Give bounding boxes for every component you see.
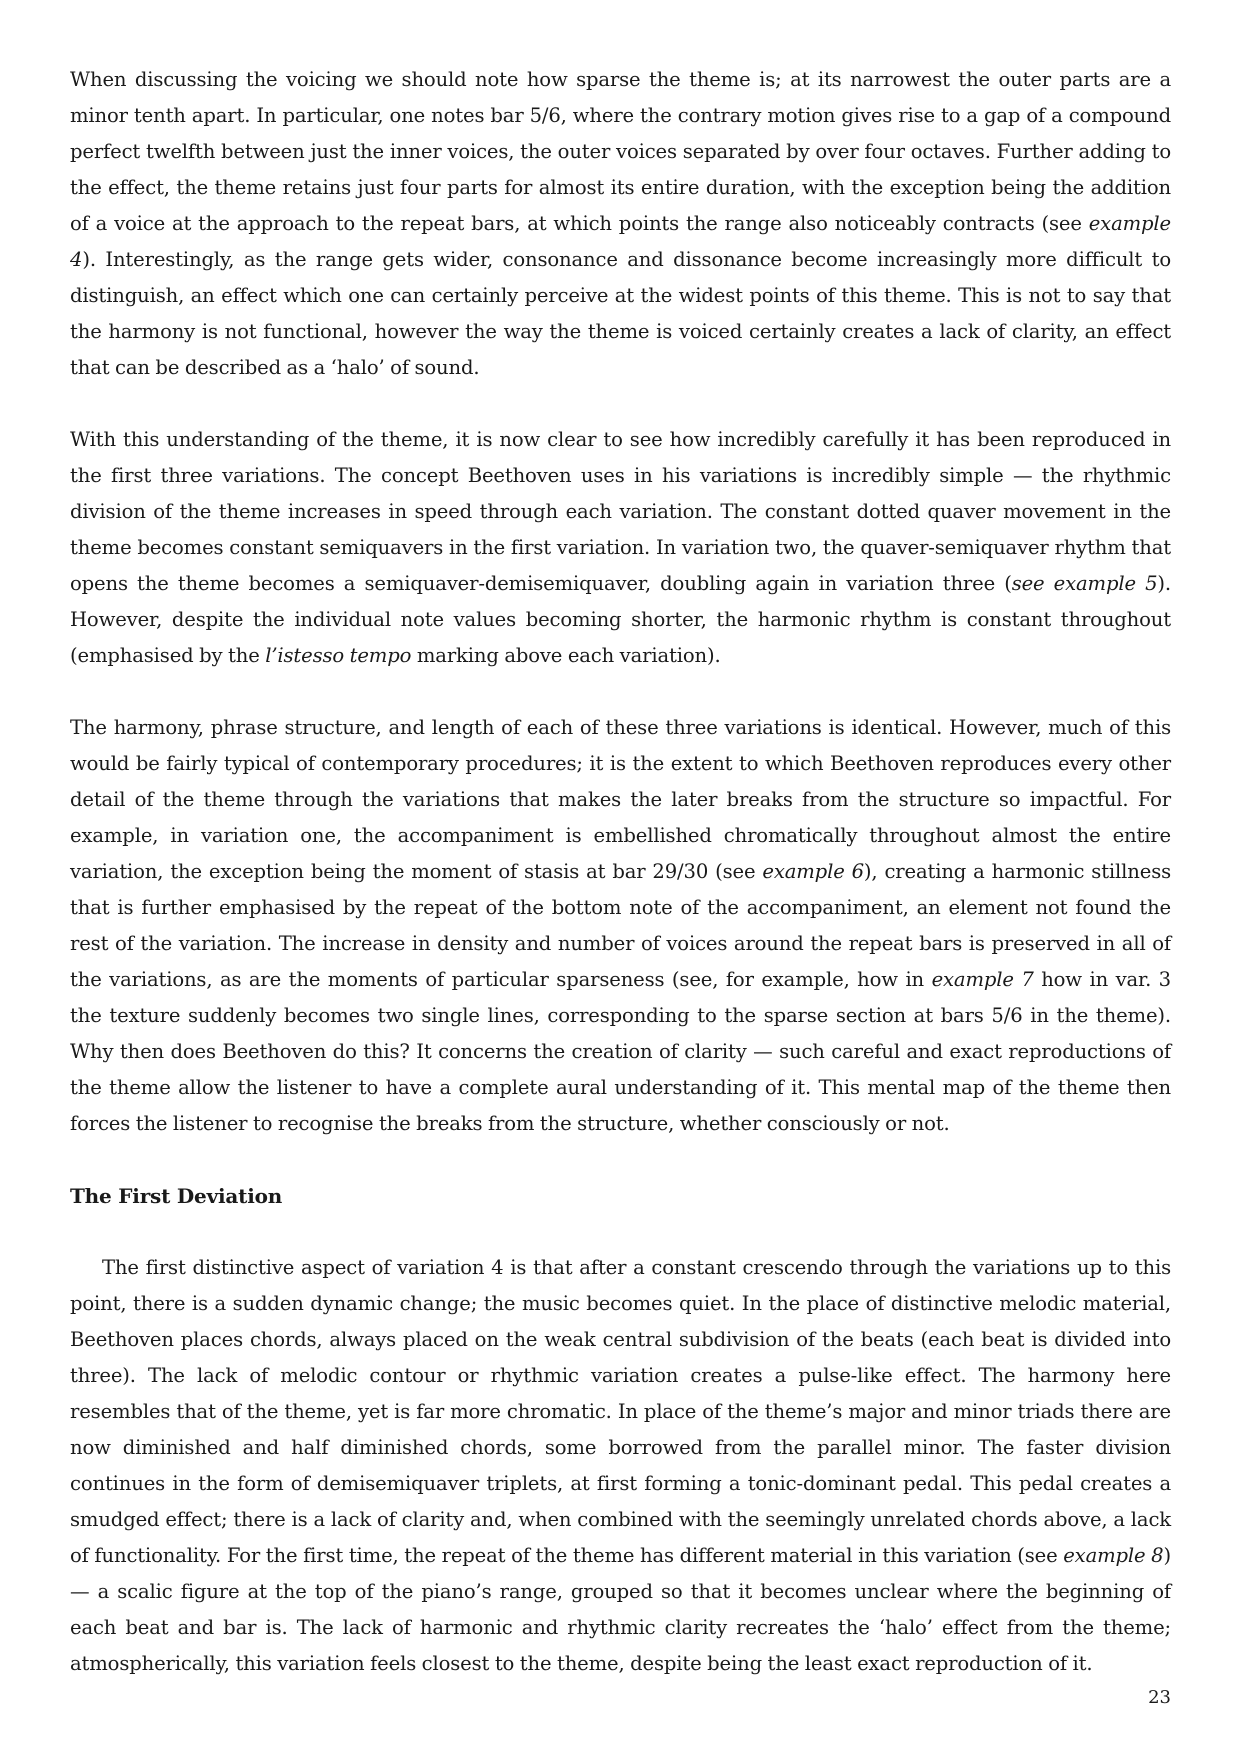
paragraph-voicing: When discussing the voicing we should note how sparse the theme is; at its narrowest the outer parts are a minor tenth apart. In particular, one notes bar 5/6, where the contrary motion gives rise to a gap of a compound perfect twelfth between just the inner voices, the outer voices separated by over four octaves. Further adding to the effect, the theme retains just four parts for almost its entire duration, with the exception being the addition of a voice at the approach to the repeat bars, at which points the range also noticeably contracts (see example 4). Interestingly, as the range gets wider, consonance and dissonance become increasingly more difficult to distinguish, an effect which one can certainly perceive at the widest points of this theme. This is not to say that the harmony is not functional, however the way the theme is voiced certainly creates a lack of clarity, an effect that can be described as a ‘halo’ of sound. bbox=[70, 68, 1171, 379]
example-reference: example 8 bbox=[1063, 1544, 1164, 1567]
example-reference: example 7 bbox=[931, 968, 1034, 991]
paragraph-first-three-variations: With this understanding of the theme, it is now clear to see how incredibly carefully it has been reproduced in the first three variations. The concept Beethoven uses in his variations is incredibly simple — the rhythmic division of the theme increases in speed through each variation. The constant dotted quaver movement in the theme becomes constant semiquavers in the first variation. In variation two, the quaver-semiquaver rhythm that opens the theme becomes a semiquaver-demisemiquaver, doubling again in variation three (see example 5). However, despite the individual note values becoming shorter, the harmonic rhythm is constant throughout (emphasised by the l’istesso tempo marking above each variation). bbox=[70, 428, 1171, 667]
example-reference: see example 5 bbox=[1011, 572, 1158, 595]
document-page bbox=[70, 62, 1171, 1682]
section-heading: The First Deviation bbox=[70, 1184, 283, 1208]
paragraph-harmony-structure: The harmony, phrase structure, and length of each of these three variations is identical. However, much of this would be fairly typical of contemporary procedures; it is the extent to which Beethoven reproduces every other detail of the theme through the variations that makes the later breaks from the structure so impactful. For example, in variation one, the accompaniment is embellished chromatically throughout almost the entire variation, the exception being the moment of stasis at bar 29/30 (see example 6), creating a harmonic stillness that is further emphasised by the repeat of the bottom note of the accompaniment, an element not found the rest of the variation. The increase in density and number of voices around the repeat bars is preserved in all of the variations, as are the moments of particular sparseness (see, for example, how in example 7 how in var. 3 the texture suddenly becomes two single lines, corresponding to the sparse section at bars 5/6 in the theme). Why then does Beethoven do this? It concerns the creation of clarity — such careful and exact reproductions of the theme allow the listener to have a complete aural understanding of it. This mental map of the theme then forces the listener to recognise the breaks from the structure, whether consciously or not. bbox=[70, 716, 1172, 1135]
example-reference: example 4 bbox=[70, 212, 1171, 271]
page-number: 23 bbox=[1148, 1687, 1171, 1708]
example-reference: example 6 bbox=[762, 860, 864, 883]
tempo-marking: l’istesso tempo bbox=[265, 644, 412, 667]
paragraph-variation-four: The first distinctive aspect of variation 4 is that after a constant crescendo through the variations up to this point, there is a sudden dynamic change; the music becomes quiet. In the place of distinctive melodic material, Beethoven places chords, always placed on the weak central subdivision of the beats (each beat is divided into three). The lack of melodic contour or rhythmic variation creates a pulse-like effect. The harmony here resembles that of the theme, yet is far more chromatic. In place of the theme’s major and minor triads there are now diminished and half diminished chords, some borrowed from the parallel minor. The faster division continues in the form of demisemiquaver triplets, at first forming a tonic-dominant pedal. This pedal creates a smudged effect; there is a lack of clarity and, when combined with the seemingly unrelated chords above, a lack of functionality. For the first time, the repeat of the theme has different material in this variation (see example 8) — a scalic figure at the top of the piano’s range, grouped so that it becomes unclear where the beginning of each beat and bar is. The lack of harmonic and rhythmic clarity recreates the ‘halo’ effect from the theme; atmospherically, this variation feels closest to the theme, despite being the least exact reproduction of it. bbox=[70, 1256, 1171, 1675]
